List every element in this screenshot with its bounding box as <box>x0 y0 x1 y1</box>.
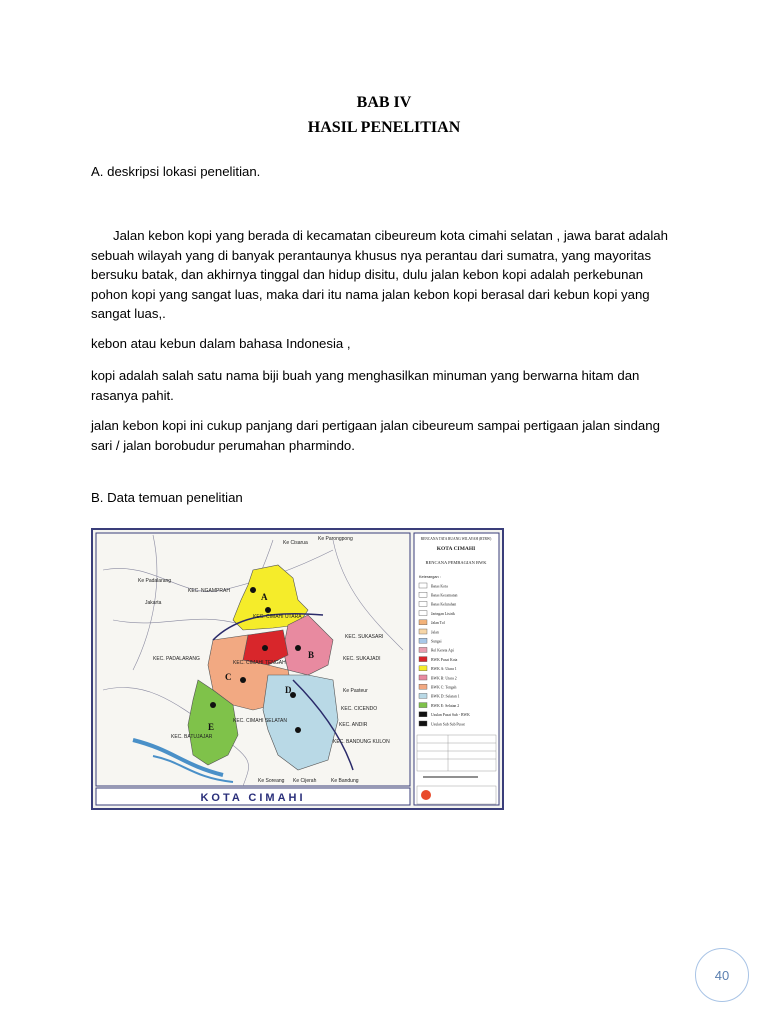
legend-swatch <box>419 721 427 726</box>
legend-label: Jaringan Listrik <box>431 611 455 616</box>
legend-label: Batas Kecamatan <box>431 593 458 598</box>
legend-swatch <box>419 592 427 597</box>
svg-text:C: C <box>225 672 232 682</box>
kota-cimahi-map <box>91 528 504 810</box>
chapter-heading: BAB IV <box>356 94 412 111</box>
svg-text:Jakarta: Jakarta <box>145 600 162 606</box>
svg-text:KEC. PADALARANG: KEC. PADALARANG <box>153 656 200 662</box>
svg-text:KEC. CIMAHI UTARA: KEC. CIMAHI UTARA <box>253 614 302 620</box>
svg-text:Keterangan :: Keterangan : <box>419 575 441 579</box>
section-b-heading: B. Data temuan penelitian <box>91 490 243 505</box>
svg-text:KEC. SUKAJADI: KEC. SUKAJADI <box>343 656 381 662</box>
svg-text:KEC. BATUJAJAR: KEC. BATUJAJAR <box>171 734 213 740</box>
paragraph-description: Jalan kebon kopi yang berada di kecamatan cibeureum kota cimahi selatan , jawa barat adalah sebuah wilayah yang di banyak perantaunya khusus nya perantau dari sumatra, yang mayoritas bersuku batak, dan akhirnya tinggal dan hidup disitu, dulu jalan kebon kopi adalah perkebunan pohon kopi yang sangat luas, maka dari itu nama jalan kebon kopi berasal dari kebun kopi yang sangat luas,. <box>91 228 668 321</box>
legend-swatch <box>419 712 427 717</box>
svg-text:KEC. NGAMPRAH: KEC. NGAMPRAH <box>188 588 230 594</box>
legend-swatch <box>419 675 427 680</box>
svg-text:Ke Cisarua: Ke Cisarua <box>283 540 308 546</box>
svg-text:KEC. ANDIR: KEC. ANDIR <box>339 722 368 728</box>
legend-swatch <box>419 657 427 662</box>
legend-swatch <box>419 583 427 588</box>
legend-swatch <box>419 647 427 652</box>
svg-text:KEC. CIMAHI TENGAH: KEC. CIMAHI TENGAH <box>233 660 286 666</box>
legend-label: BWK E: Selatan 2 <box>431 703 460 708</box>
svg-text:Ke Pasteur: Ke Pasteur <box>343 688 368 694</box>
legend-swatch <box>419 601 427 606</box>
svg-text:Ke Bandung: Ke Bandung <box>331 778 359 784</box>
svg-text:Ke Soreang: Ke Soreang <box>258 778 285 784</box>
svg-text:A: A <box>261 592 268 602</box>
legend-label: Sungai <box>431 639 442 644</box>
page-number: 40 <box>695 948 749 1002</box>
legend-label: BWK B: Utara 2 <box>431 676 457 681</box>
svg-text:KEC. SUKASARI: KEC. SUKASARI <box>345 634 384 640</box>
legend-label: Jalan Tol <box>431 621 445 626</box>
legend-label: BWK D: Selatan 1 <box>431 694 460 699</box>
legend-swatch <box>419 693 427 698</box>
legend-label: Rel Kereta Api <box>431 648 454 653</box>
legend-swatch <box>419 638 427 643</box>
legend-swatch <box>419 611 427 616</box>
legend-swatch <box>419 684 427 689</box>
legend-label: BWK C: Tengah <box>431 685 457 690</box>
svg-text:KOTA CIMAHI: KOTA CIMAHI <box>436 546 476 552</box>
svg-text:B: B <box>308 650 315 660</box>
svg-text:RENCANA PEMBAGIAN BWK: RENCANA PEMBAGIAN BWK <box>425 560 487 565</box>
svg-text:E: E <box>208 722 215 732</box>
svg-text:RENCANA TATA RUANG WILAYAH (RT: RENCANA TATA RUANG WILAYAH (RTRW) <box>420 537 492 541</box>
section-a-heading: A. deskripsi lokasi penelitian. <box>91 164 261 179</box>
legend-swatch <box>419 666 427 671</box>
legend-label: Batas Kota <box>431 584 448 589</box>
paragraph-kebon: kebon atau kebun dalam bahasa Indonesia , <box>91 336 351 351</box>
legend-label: Usulan Sub Sub Pusat <box>431 722 465 727</box>
svg-text:KEC. CICENDO: KEC. CICENDO <box>341 706 378 712</box>
svg-text:Ke Parongpong: Ke Parongpong <box>318 536 353 542</box>
legend-swatch <box>419 629 427 634</box>
paragraph-kopi: kopi adalah salah satu nama biji buah yang menghasilkan minuman yang berwarna hitam dan rasanya pahit. <box>91 368 640 403</box>
legend-label: BWK Pusat Kota <box>431 657 458 662</box>
legend-label: Batas Kelurahan <box>431 602 457 607</box>
svg-text:KEC. CIMAHI SELATAN: KEC. CIMAHI SELATAN <box>233 718 287 724</box>
svg-text:KEC. BANDUNG KULON: KEC. BANDUNG KULON <box>333 739 390 745</box>
legend-label: Jalan <box>431 630 439 635</box>
legend-swatch <box>419 620 427 625</box>
legend-label: BWK A: Utara 1 <box>431 667 457 672</box>
legend-swatch <box>419 703 427 708</box>
svg-text:Ke Padalarang: Ke Padalarang <box>138 578 172 584</box>
svg-text:D: D <box>285 685 292 695</box>
chapter-title: HASIL PENELITIAN <box>307 119 461 136</box>
paragraph-jalan: jalan kebon kopi ini cukup panjang dari pertigaan jalan cibeureum sampai pertigaan jalan sindang sari / jalan borobudur perumahan pharmindo. <box>91 418 660 453</box>
legend-label: Usulan Pusat Sub - BWK <box>431 713 470 718</box>
map-footer-title: KOTA CIMAHI <box>200 792 306 804</box>
svg-text:Ke Cijerah: Ke Cijerah <box>293 778 317 784</box>
